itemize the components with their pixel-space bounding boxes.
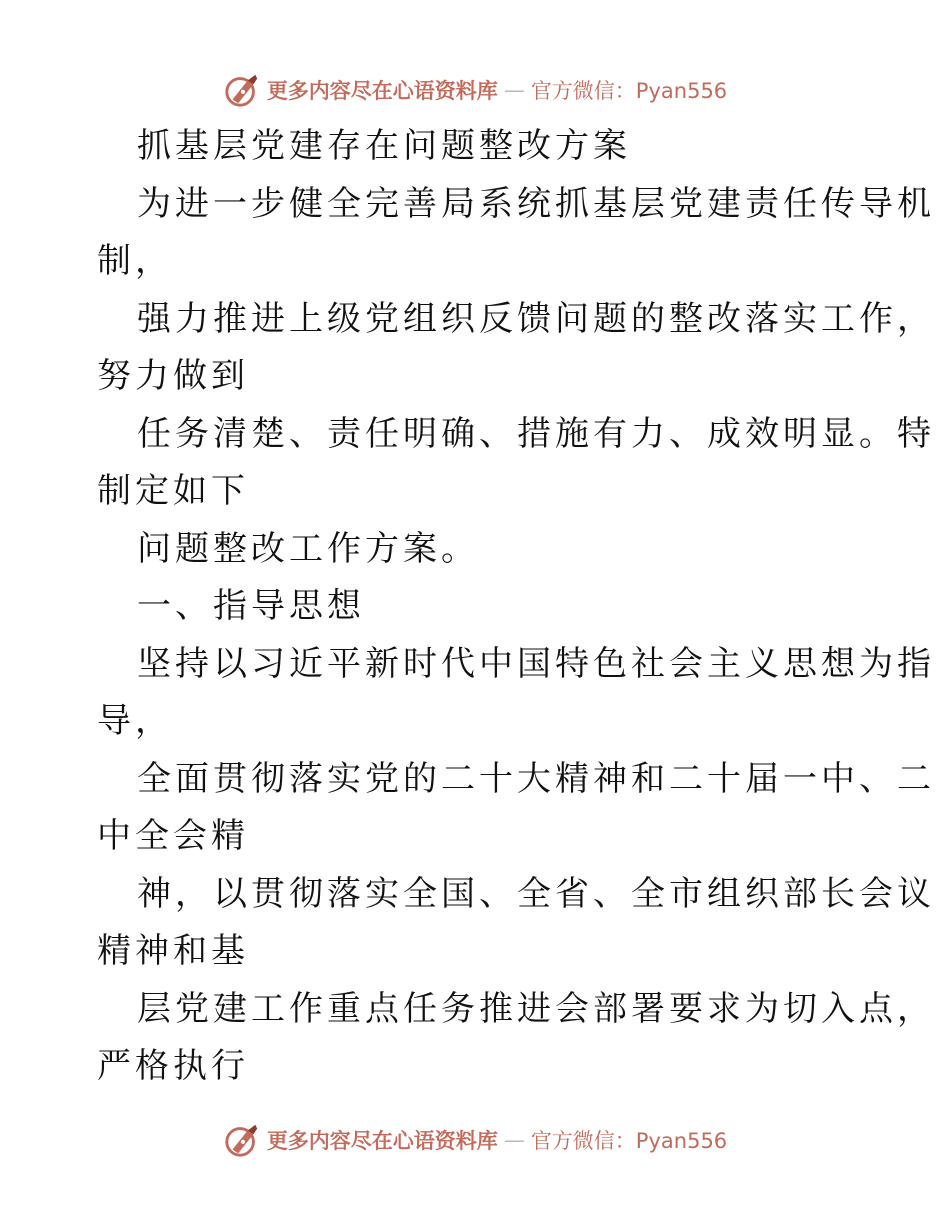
text-line: 一、指导思想 [137,586,365,626]
document-body [97,118,935,1096]
text-line: 为进一步健全完善局系统抓基层党建责任传导机 [137,183,935,224]
header-watermark [0,68,950,112]
text-line: 严格执行 [97,1046,249,1086]
text-line: 全面贯彻落实党的二十大精神和二十届一中、二 [137,758,935,799]
text-line: 任务清楚、责任明确、措施有力、成效明显。特 [137,413,935,454]
watermark-text: 更多内容尽在心语资料库 [266,1129,498,1153]
pen-nib-logo-icon [223,1121,261,1159]
text-line: 努力做到 [97,356,249,396]
text-line: 导， [97,701,173,741]
text-line: 精神和基 [97,931,249,971]
text-line: 中全会精 [97,816,249,856]
text-line: 强力推进上级党组织反馈问题的整改落实工作， [137,298,935,339]
text-line: 制， [97,241,173,281]
watermark-wechat: 官方微信：Pyan556 [530,79,728,103]
text-line: 神，以贯彻落实全国、全省、全市组织部长会议 [137,873,935,914]
text-line: 坚持以习近平新时代中国特色社会主义思想为指 [137,643,935,684]
text-line: 制定如下 [97,471,249,511]
watermark-separator: — [503,1128,525,1152]
watermark-separator: — [503,78,525,102]
watermark-wechat: 官方微信：Pyan556 [530,1129,728,1153]
text-line: 层党建工作重点任务推进会部署要求为切入点， [137,988,935,1029]
document-title: 抓基层党建存在问题整改方案 [137,126,631,166]
text-line: 问题整改工作方案。 [137,528,479,569]
watermark-text: 更多内容尽在心语资料库 [266,79,498,103]
footer-watermark [0,1118,950,1162]
pen-nib-logo-icon [223,71,261,109]
